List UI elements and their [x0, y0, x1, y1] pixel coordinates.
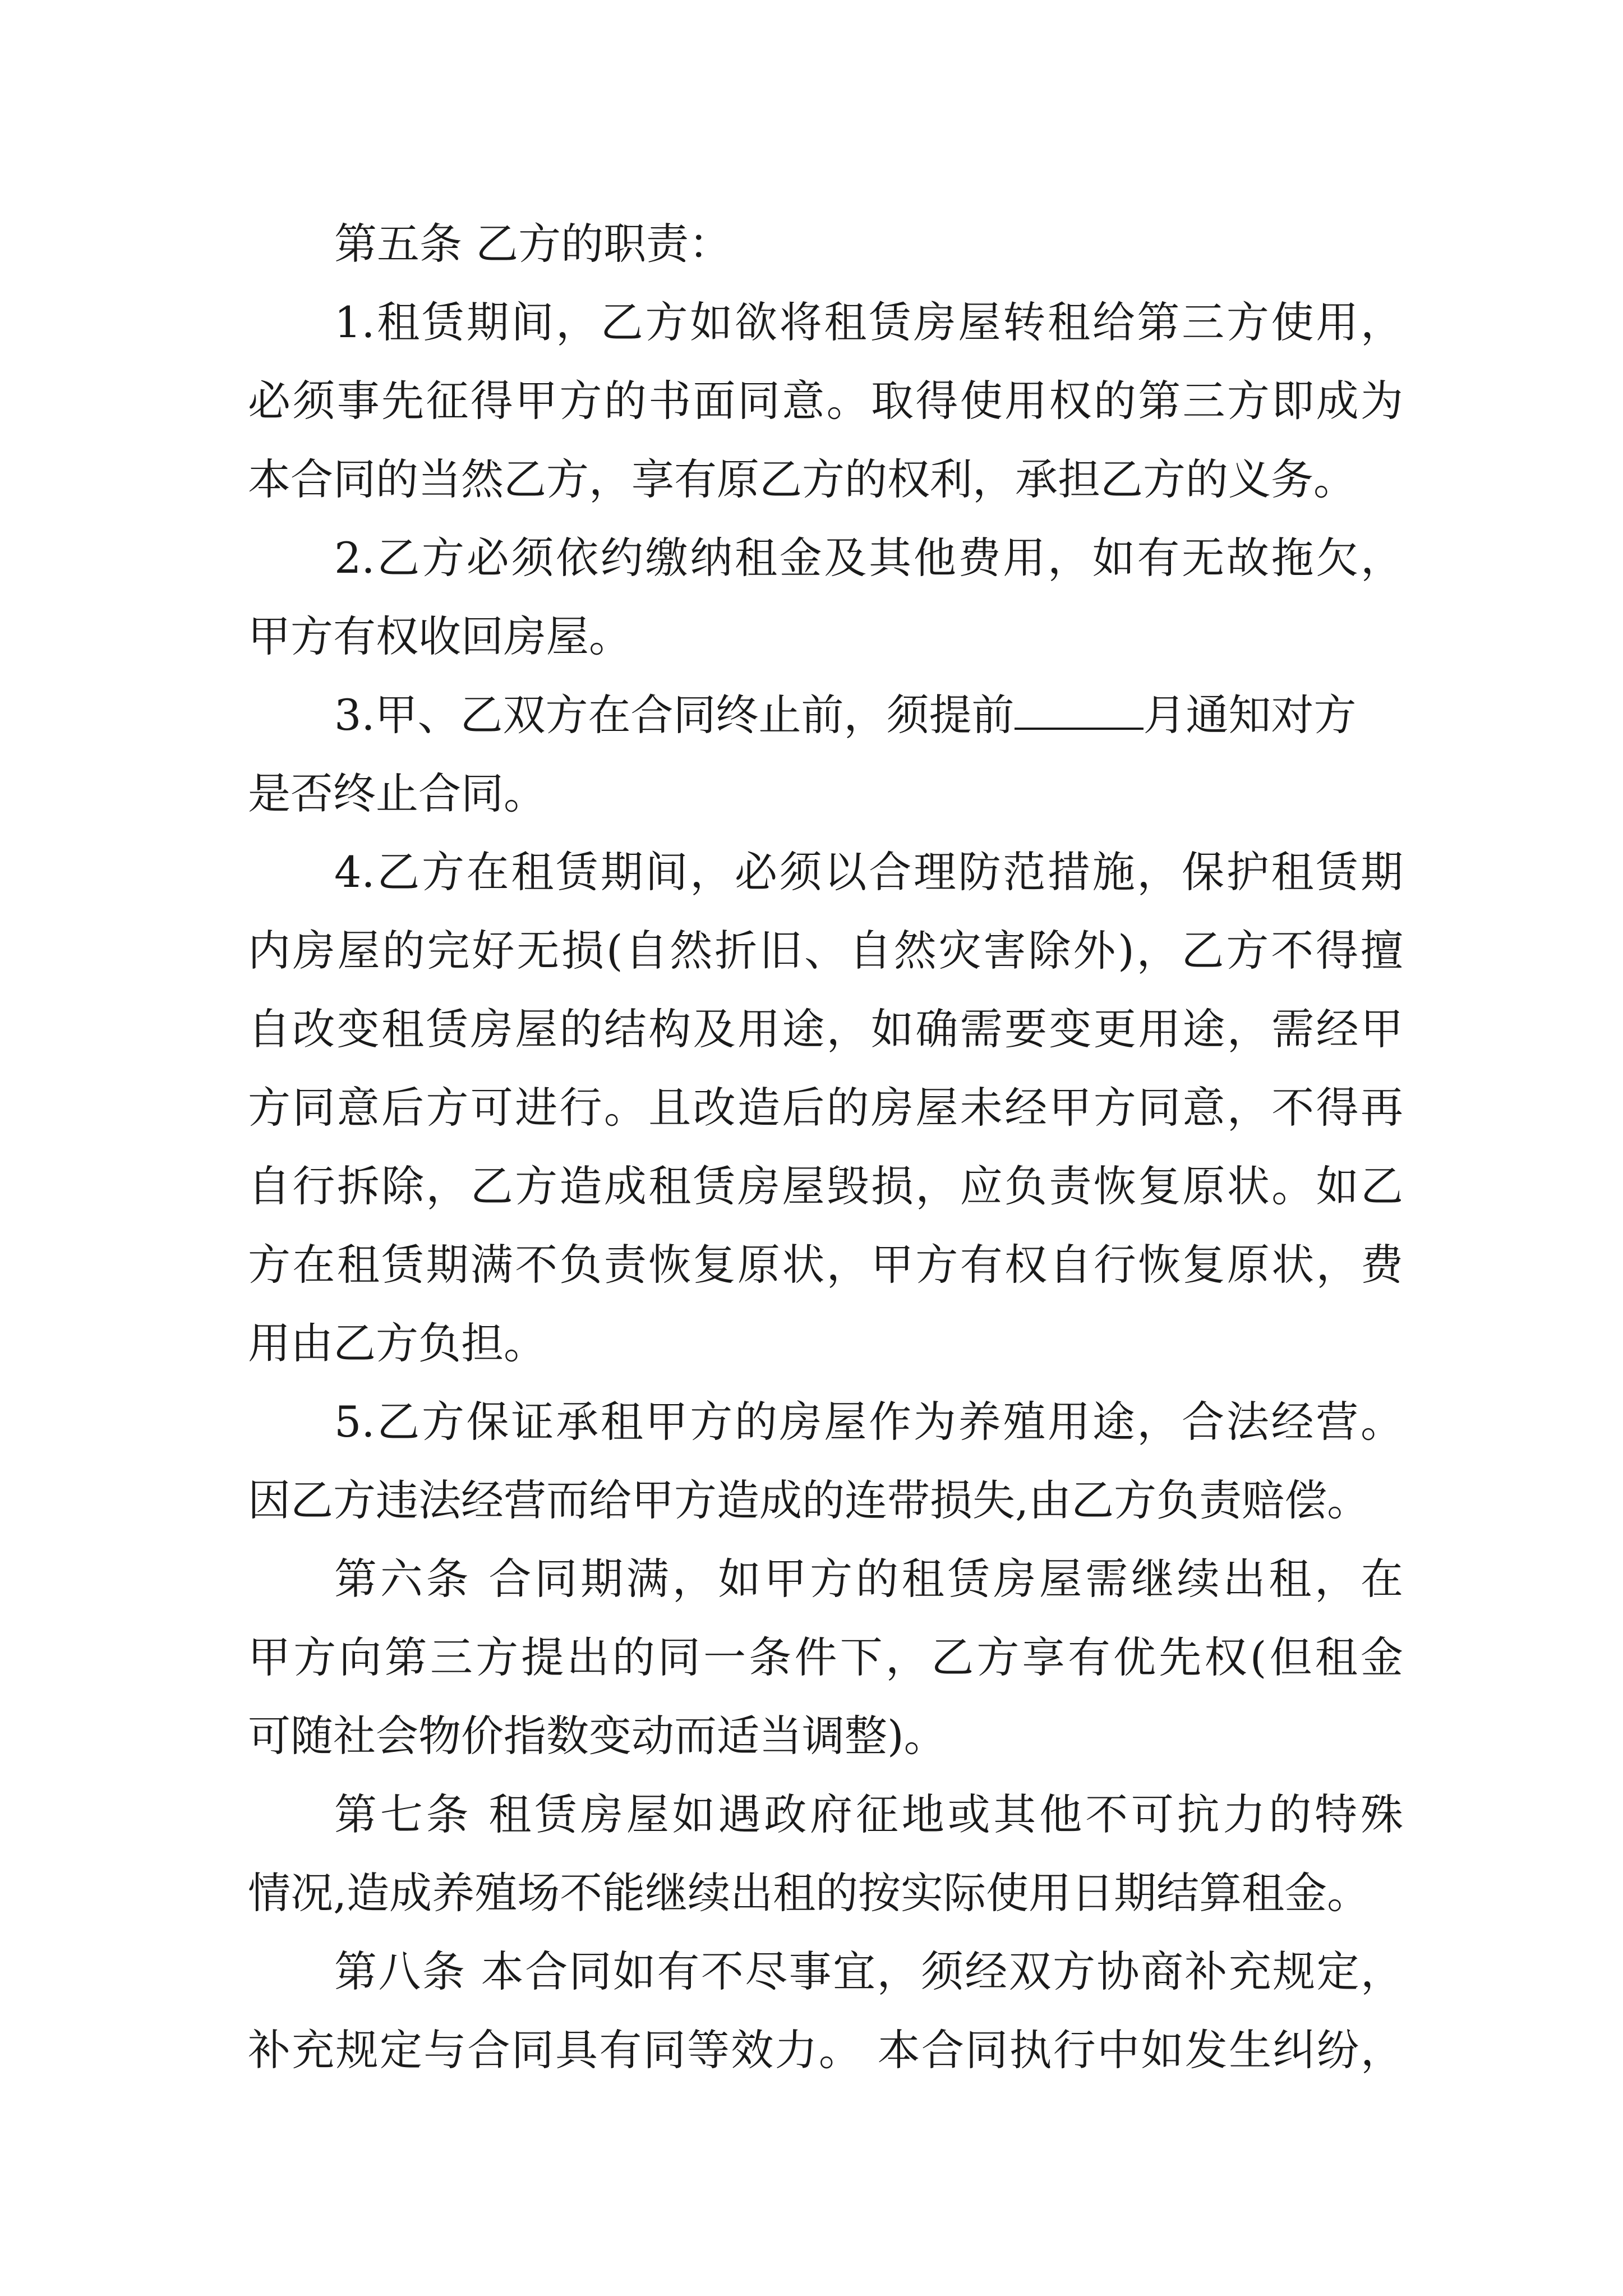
- article-5-heading: 第五条 乙方的职责：: [334, 219, 732, 269]
- paragraph-line: 补充规定与合同具有同等效力。 本合同执行中如发生纠纷，: [248, 2025, 1403, 2075]
- fill-in-blank: [1015, 692, 1144, 730]
- paragraph-line: 可随社会物价指数变动而适当调整)。: [248, 1711, 947, 1761]
- paragraph-line: 是否终止合同。: [248, 769, 546, 818]
- paragraph-line: 方在租赁期满不负责恢复原状，甲方有权自行恢复原状，费: [248, 1240, 1403, 1290]
- paragraph-line: 第八条 本合同如有不尽事宜，须经双方协商补充规定，: [334, 1947, 1403, 1996]
- paragraph-line: 情况,造成养殖场不能继续出租的按实际使用日期结算租金。: [248, 1868, 1370, 1918]
- paragraph-line: 自改变租赁房屋的结构及用途，如确需要变更用途，需经甲: [248, 1004, 1403, 1054]
- paragraph-line: 第六条 合同期满，如甲方的租赁房屋需继续出租，在: [334, 1554, 1403, 1604]
- paragraph-line: 第七条 租赁房屋如遇政府征地或其他不可抗力的特殊: [334, 1789, 1403, 1839]
- paragraph-line: 自行拆除，乙方造成租赁房屋毁损，应负责恢复原状。如乙: [248, 1161, 1403, 1211]
- paragraph-line: 1.租赁期间，乙方如欲将租赁房屋转租给第三方使用，: [334, 297, 1403, 347]
- paragraph-line: 甲方有权收回房屋。: [248, 611, 631, 661]
- paragraph-line-with-blank: [334, 679, 1403, 752]
- paragraph-text: 3.甲、乙双方在合同终止前，须提前: [334, 690, 1015, 740]
- paragraph-line: 本合同的当然乙方，享有原乙方的权利，承担乙方的义务。: [248, 454, 1356, 504]
- paragraph-line: 5.乙方保证承租甲方的房屋作为养殖用途，合法经营。: [334, 1397, 1403, 1447]
- paragraph-line: 用由乙方负担。: [248, 1318, 546, 1368]
- paragraph-line: 方同意后方可进行。且改造后的房屋未经甲方同意，不得再: [248, 1083, 1403, 1133]
- paragraph-line: 因乙方违法经营而给甲方造成的连带损失,由乙方负责赔偿。: [248, 1475, 1370, 1525]
- paragraph-line: 内房屋的完好无损(自然折旧、自然灾害除外)，乙方不得擅: [248, 926, 1403, 976]
- paragraph-line: 2.乙方必须依约缴纳租金及其他费用，如有无故拖欠，: [334, 533, 1403, 583]
- paragraph-line: 4.乙方在租赁期间，必须以合理防范措施，保护租赁期: [334, 847, 1403, 897]
- paragraph-text: 月通知对方: [1143, 690, 1357, 740]
- paragraph-line: 必须事先征得甲方的书面同意。取得使用权的第三方即成为: [248, 376, 1403, 426]
- paragraph-line: 甲方向第三方提出的同一条件下，乙方享有优先权(但租金: [248, 1632, 1403, 1682]
